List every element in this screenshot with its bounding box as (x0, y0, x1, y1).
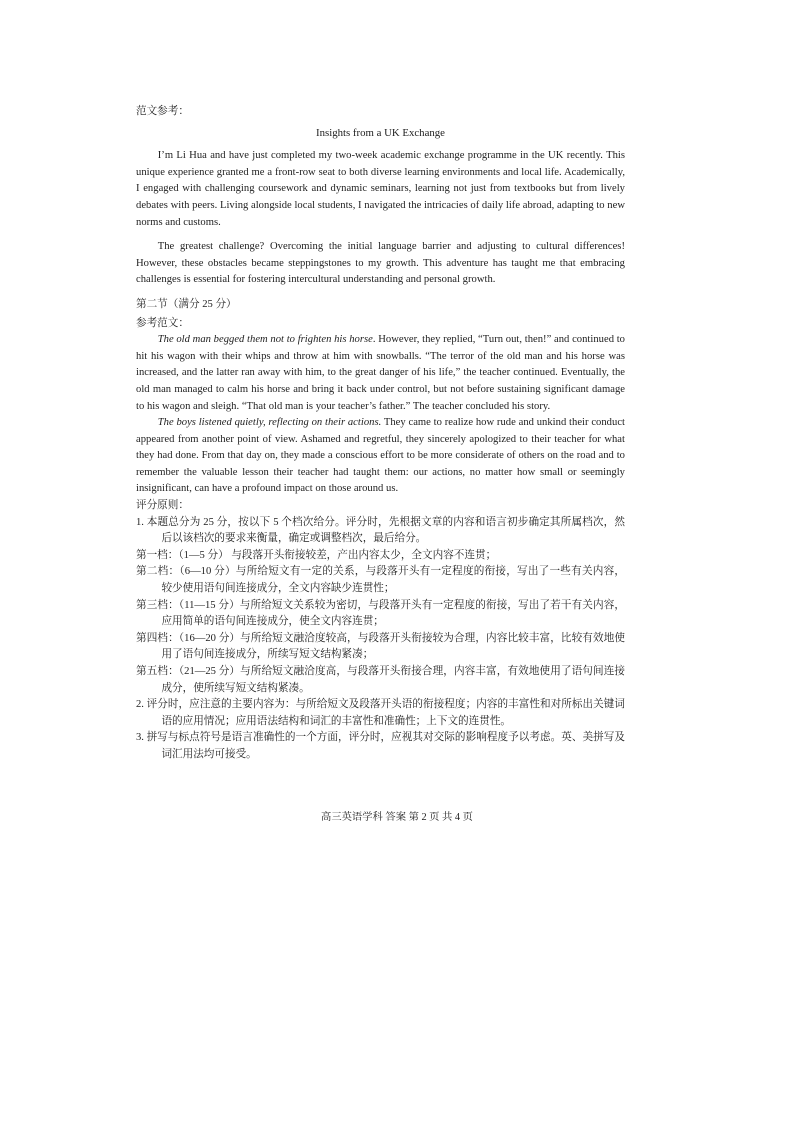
paragraph-2-opening-sentence: The boys listened quietly, reflecting on their actions. (157, 417, 382, 429)
grading-rule-3: 3. 拼写与标点符号是语言准确性的一个方面，评分时，应视其对交际的影响程度予以考虑。英、美拼写及词汇用法均可接受。 (136, 732, 625, 760)
sample-essay-label: 范文参考： (136, 106, 189, 117)
section-2-heading: 第二节（满分 25 分） (136, 298, 237, 310)
continuation-paragraph-2 (136, 415, 625, 498)
page-footer: 高三英语学科 答案 第 2 页 共 4 页 (321, 812, 473, 823)
essay-paragraph-1: I’m Li Hua and have just completed my two-week academic exchange programme in the UK recently. This unique experience granted me a front-row seat to both diverse learning environments and local life. Academically, I engaged with challenging coursework and dynamic seminars, learning not just from textbooks but from lively debates with peers. Living alongside local students, I navigated the intricacies of daily life abroad, adapting to new norms and customs. (136, 150, 625, 228)
reference-essay-label: 参考范文： (136, 317, 189, 329)
paragraph-2-body: They came to realize how rude and unkind their conduct appeared from another point of view. Ashamed and regretful, they sincerely apologized to their teacher for what they had done. From that day on, they made a conscious effort to be more considerate of others on the road and to remember the valuable lesson their teacher had taught them: our actions, no matter how small or seemingly insignificant, can have a profound impact on those around us. (136, 417, 625, 495)
grade-level-2: 第二档：（6—10 分）与所给短文有一定的关系，与段落开头有一定程度的衔接，写出了一些有关内容，较少使用语句间连接成分，全文内容缺少连贯性； (136, 566, 625, 595)
answer-page (136, 104, 625, 764)
grade-level-3: 第三档：（11—15 分）与所给短文关系较为密切，与段落开头有一定程度的衔接，写出了若干有关内容，应用简单的语句间连接成分，使全文内容连贯； (136, 599, 625, 628)
grade-level-1: 第一档：（1—5 分） 与段落开头衔接较差，产出内容太少，全文内容不连贯； (136, 549, 497, 561)
paragraph-1-opening-sentence: The old man begged them not to frighten his horse (157, 334, 373, 346)
essay-paragraph-2: The greatest challenge? Overcoming the initial language barrier and adjusting to cultural differences! However, these obstacles became steppingstones to my growth. This adventure has taught me that embracing challenges is essential for fostering intercultural understanding and personal growth. (136, 241, 625, 286)
essay-title: Insights from a UK Exchange (316, 126, 445, 139)
continuation-paragraph-1 (136, 332, 625, 415)
grading-rule-2: 2. 评分时，应注意的主要内容为：与所给短文及段落开头语的衔接程度；内容的丰富性和对所标出关键词语的应用情况；应用语法结构和词汇的丰富性和准确性；上下文的连贯性。 (136, 699, 625, 727)
paragraph-1-body: . However, they replied, “Turn out, then!” and continued to hit his wagon with their whips and throw at him with snowballs. “The terror of the old man and his horse was increased, and the latter ran away with him, to the great danger of his life,” the teacher continued. Eventually, the old man managed to calm his horse and bring it back under control, but not before sustaining significant damage to his wagon and sleigh. “That old man is your teacher’s father.” The teacher concluded his story. (136, 334, 625, 412)
grading-rule-1: 1. 本题总分为 25 分，按以下 5 个档次给分。评分时，先根据文章的内容和语言初步确定其所属档次，然后以该档次的要求来衡量，确定或调整档次，最后给分。 (136, 516, 625, 545)
grading-principles-label: 评分原则： (136, 500, 189, 512)
grade-level-5: 第五档：（21—25 分）与所给短文融洽度高，与段落开头衔接合理，内容丰富，有效地使用了语句间连接成分，使所续写短文结构紧凑。 (136, 666, 625, 694)
grade-level-4: 第四档：（16—20 分）与所给短文融洽度较高，与段落开头衔接较为合理，内容比较丰富，比较有效地使用了语句间连接成分，所续写短文结构紧凑； (136, 632, 625, 661)
